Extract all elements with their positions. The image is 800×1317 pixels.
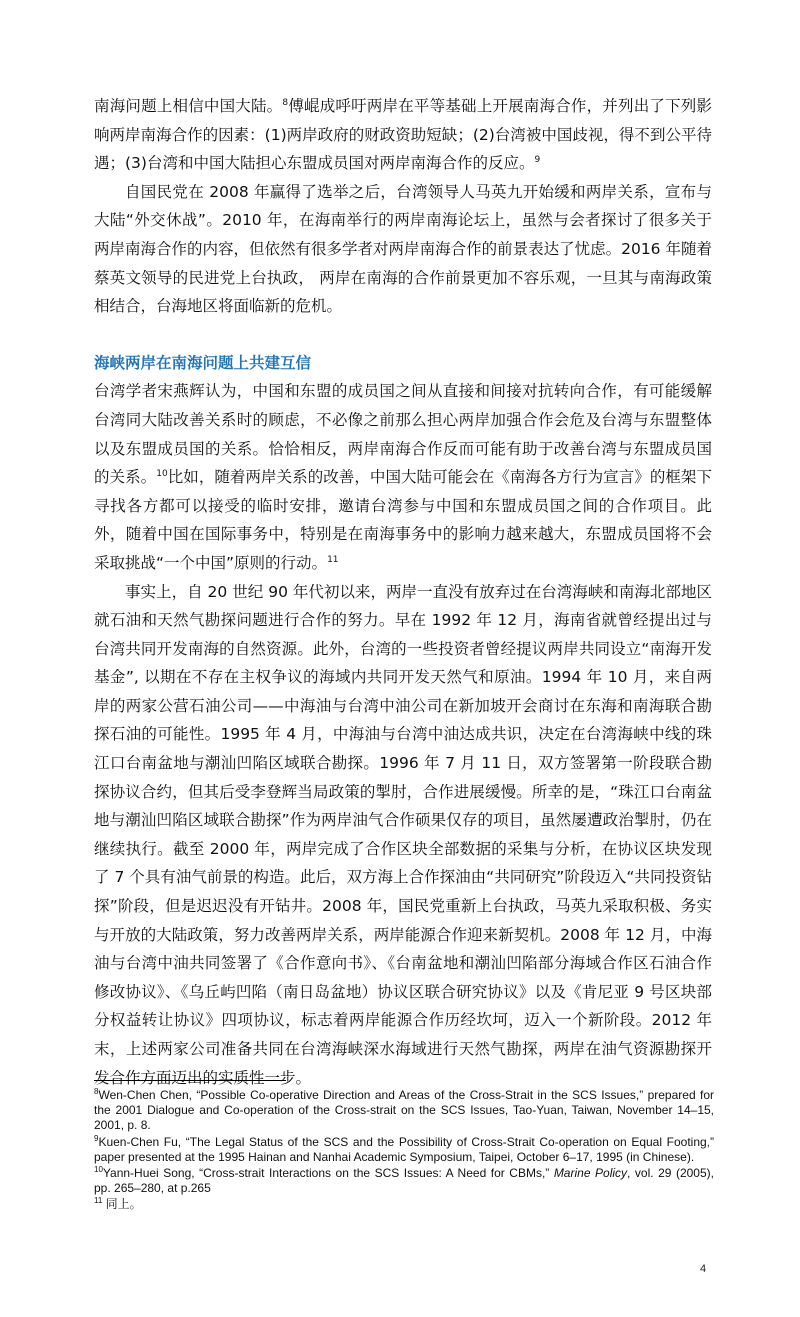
footnote [94, 1166, 714, 1196]
footnote-ref[interactable]: 10 [156, 468, 168, 479]
footnotes [94, 1088, 714, 1214]
footnote-number: 10 [94, 1165, 103, 1175]
footnote [94, 1088, 714, 1134]
footnote-number: 11 [94, 1196, 103, 1206]
intro-paragraph-2: 自国民党在 2008 年赢得了选举之后，台湾领导人马英九开始缓和两岸关系，宣布与大陆“外交休战”。2010 年，在海南举行的两岸南海论坛上，虽然与会者探讨了很多关于两岸南海合作的内容，但依然有很多学者对两岸南海合作的前景表达了忧虑。2016 年随着蔡英文领导的民进党上台执政， 两岸在南海的合作前景更加不容乐观，一旦其与南海政策相结合，台海地区将面临新的危机。 [94, 182, 712, 316]
footnote-text: Wen-Chen Chen, “Possible Co-operative Direction and Areas of the Cross-Strait in the SCS Issues,” prepared for the 2001 Dialogue and Co-operation of the Cross-strait on the SCS Issues, Tao-Yuan, Taiwan, November 14–15, 2001, p. 8. [94, 1088, 714, 1133]
footnote-divider [94, 1080, 286, 1081]
footnote-text: , vol. 29 (2005), pp. 265–280, at p.265 [94, 1166, 714, 1196]
footnote-ref[interactable]: 9 [534, 155, 541, 166]
footnote-text: 同上。 [102, 1197, 142, 1212]
text-run: 傅崐成呼吁两岸在平等基础上开展南海合作，并列出了下列影响两岸南海合作的因素：(1)两岸政府的财政资助短缺；(2)台湾被中国歧视，得不到公平待遇；(3)台湾和中国大陆担心东盟成员国对两岸南海合作的反应。 [94, 97, 712, 173]
footnote-text: Kuen-Chen Fu, “The Legal Status of the SCS and the Possibility of Cross-Strait Co-operation on Equal Footing,” paper presented at the 1995 Hainan and Nanhai Academic Symposium, Taipei, October 6–17, 1995 (in Chinese). [94, 1134, 714, 1164]
page-number: 4 [700, 1263, 707, 1275]
footnote-number: 8 [94, 1087, 99, 1096]
text-run: 比如，随着两岸关系的改善，中国大陆可能会在《南海各方行为宣言》的框架下寻找各方都可以接受的临时安排，邀请台湾参与中国和东盟成员国之间的合作项目。此外，随着中国在国际事务中，特别是在南海事务中的影响力越来越大，东盟成员国将不会采取挑战“一个中国”原则的行动。 [94, 468, 712, 572]
section-paragraph-2: 事实上，自 20 世纪 90 年代初以来，两岸一直没有放弃过在台湾海峡和南海北部地区就石油和天然气勘探问题进行合作的努力。早在 1992 年 12 月，海南省就曾经提出过与台湾共同开发南海的自然资源。此外，台湾的一些投资者曾经提议两岸共同设立“南海开发基金”, 以期在不存在主权争议的海域内共同开发天然气和原油。1994 年 10 月，来自两岸的两家公营石油公司——中海油与台湾中油公司在新加坡开会商讨在东海和南海联合勘探石油的可能性。1995 年 4 月，中海油与台湾中油达成共识，决定在台湾海峡中线的珠江口台南盆地与潮汕凹陷区域联合勘探。1996 年 7 月 11 日，双方签署第一阶段联合勘探协议合约，但其后受李登辉当局政策的掣肘，合作进展缓慢。所幸的是，“珠江口台南盆地与潮汕凹陷区域联合勘探”作为两岸油气合作硕果仅存的项目，虽然屡遭政治掣肘，仍在继续执行。截至 2000 年，两岸完成了合作区块全部数据的采集与分析，在协议区块发现了 7 个具有油气前景的构造。此后，双方海上合作探油由“共同研究”阶段迈入“共同投资钻探”阶段，但是迟迟没有开钻井。2008 年，国民党重新上台执政，马英九采取积极、务实与开放的大陆政策，努力改善两岸关系，两岸能源合作迎来新契机。2008 年 12 月，中海油与台湾中油共同签署了《合作意向书》、《台南盆地和潮汕凹陷部分海域合作区石油合作修改协议》、《乌丘屿凹陷（南日岛盆地）协议区联合研究协议》以及《肯尼亚 9 号区块部分权益转让协议》四项协议，标志着两岸能源合作历经坎坷，迈入一个新阶段。2012 年末，上述两家公司准备共同在台湾海峡深水海域进行天然气勘探，两岸在油气资源勘探开发合作方面迈出的实质性一步。 [94, 582, 712, 1087]
document-body [94, 92, 712, 1092]
journal-title: Marine Policy [553, 1166, 628, 1181]
footnote [94, 1197, 714, 1212]
text-run: 南海问题上相信中国大陆。 [94, 97, 283, 115]
intro-paragraph-1 [94, 92, 712, 178]
footnote-text: Yann-Huei Song, “Cross-strait Interactions on the SCS Issues: A Need for CBMs,” [102, 1166, 554, 1181]
footnote-ref[interactable]: 11 [327, 554, 339, 565]
footnote-ref[interactable]: 8 [282, 97, 289, 108]
footnote-number: 9 [94, 1133, 99, 1143]
section-heading: 海峡两岸在南海问题上共建互信 [94, 353, 312, 372]
section-paragraph-1 [94, 377, 712, 577]
footnote [94, 1135, 714, 1165]
text-run: 台湾学者宋燕辉认为，中国和东盟的成员国之间从直接和间接对抗转向合作，有可能缓解台湾同大陆改善关系时的顾虑，不必像之前那么担心两岸加强合作会危及台湾与东盟整体以及东盟成员国的关系。恰恰相反，两岸南海合作反而可能有助于改善台湾与东盟成员国的关系。 [94, 382, 712, 487]
